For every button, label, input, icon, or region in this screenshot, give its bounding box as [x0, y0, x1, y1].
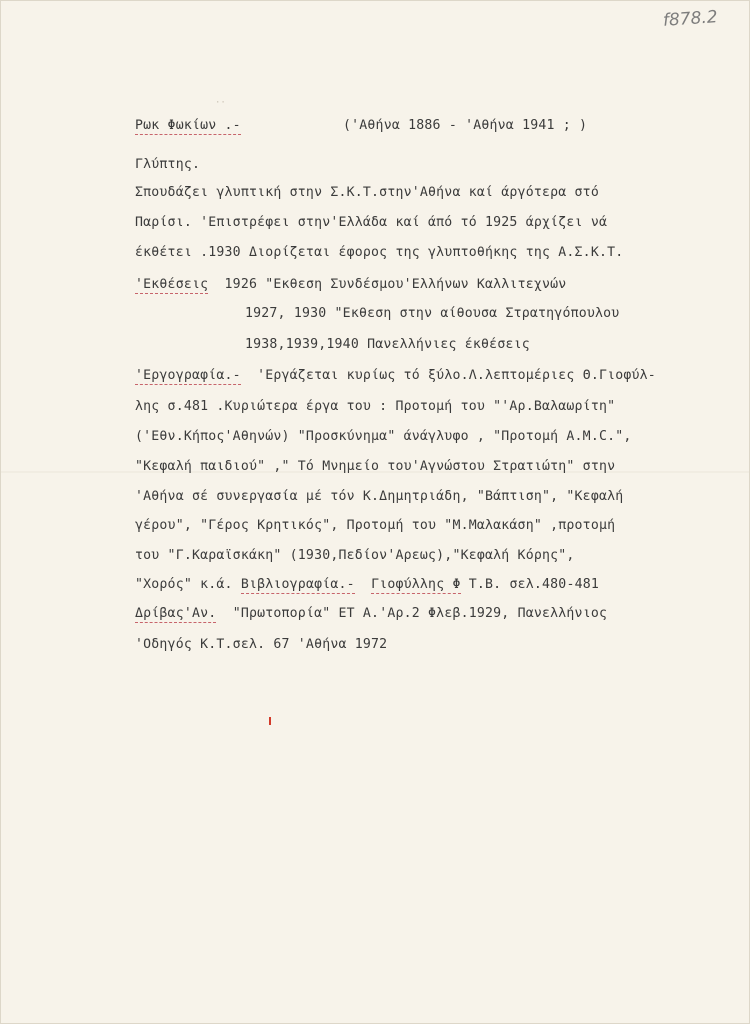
bibliography-line-2 [135, 606, 607, 621]
bio-line-3: έκθέτει .1930 Διορίζεται έφορος της γλυπτοθήκης της Α.Σ.Κ.Τ. [135, 245, 624, 260]
bibliography-line-3: 'Οδηγός Κ.Τ.σελ. 67 'Αθήνα 1972 [135, 637, 388, 652]
bibliography-author-1: Γιοφύλλης Φ [371, 577, 461, 592]
works-label: 'Εργογραφία.- [135, 368, 241, 383]
entry-name-line [135, 118, 241, 133]
red-ink-mark [269, 717, 271, 725]
works-line-3: ('Εθν.Κήπος'Αθηνών) "Προσκύνημα" άνάγλυφο , "Προτομή Α.Μ.C.", [135, 429, 632, 444]
faint-mark: ·· [215, 98, 226, 108]
works-line-1 [135, 368, 656, 383]
works-line-5: 'Αθήνα σέ συνεργασία μέ τόν Κ.Δημητριάδη, "Βάπτιση", "Κεφαλή [135, 489, 624, 504]
exhibitions-line-1 [135, 277, 566, 292]
works-text-1: 'Εργάζεται κυρίως τό ξύλο.Λ.λεπτομέριες Θ.Γιοφύλ- [257, 368, 656, 383]
bio-line-1: Σπουδάζει γλυπτική στην Σ.Κ.Τ.στην'Αθήνα καί άργότερα στό [135, 185, 599, 200]
works-bibliography-line [135, 577, 599, 592]
exhibition-1927-1930: 1927, 1930 "Εκθεση στην αίθουσα Στρατηγόπουλου [245, 306, 620, 321]
works-line-4: "Κεφαλή παιδιού" ," Τό Μνημείο του'Αγνώστου Στρατιώτη" στην [135, 459, 616, 474]
bibliography-author-2: Δρίβας'Αν. [135, 606, 217, 621]
exhibitions-label: 'Εκθέσεις [135, 277, 209, 292]
pencil-reference-note: f878.2 [662, 7, 719, 31]
bibliography-ref-2: "Πρωτοπορία" ΕΤ Α.'Αρ.2 Φλεβ.1929, Πανελλήνιος [232, 606, 608, 621]
works-last: "Χορός" κ.ά. [135, 577, 233, 592]
artist-name: Ρωκ Φωκίων .- [135, 118, 241, 133]
works-line-7: του "Γ.Καραϊσκάκη" (1930,Πεδίον'Αρεως),"Κεφαλή Κόρης", [135, 548, 575, 563]
bibliography-ref-1: Τ.Β. σελ.480-481 [468, 577, 599, 592]
works-line-6: γέρου", "Γέρος Κρητικός", Προτομή του "Μ.Μαλακάση" ,προτομή [135, 518, 616, 533]
bibliography-label: Βιβλιογραφία.- [240, 577, 355, 592]
exhibition-1938-1940: 1938,1939,1940 Πανελλήνιες έκθέσεις [245, 337, 530, 352]
exhibition-1926: 1926 "Εκθεση Συνδέσμου'Ελλήνων Καλλιτεχνών [224, 277, 567, 292]
works-line-2: λης σ.481 .Κυριώτερα έργα του : Προτομή του "'Αρ.Βαλαωρίτη" [135, 399, 616, 414]
profession: Γλύπτης. [135, 157, 201, 172]
bio-line-2: Παρίσι. 'Επιστρέφει στην'Ελλάδα καί άπό τό 1925 άρχίζει νά [135, 215, 608, 230]
life-dates: ('Αθήνα 1886 - 'Αθήνα 1941 ; ) [343, 118, 588, 133]
